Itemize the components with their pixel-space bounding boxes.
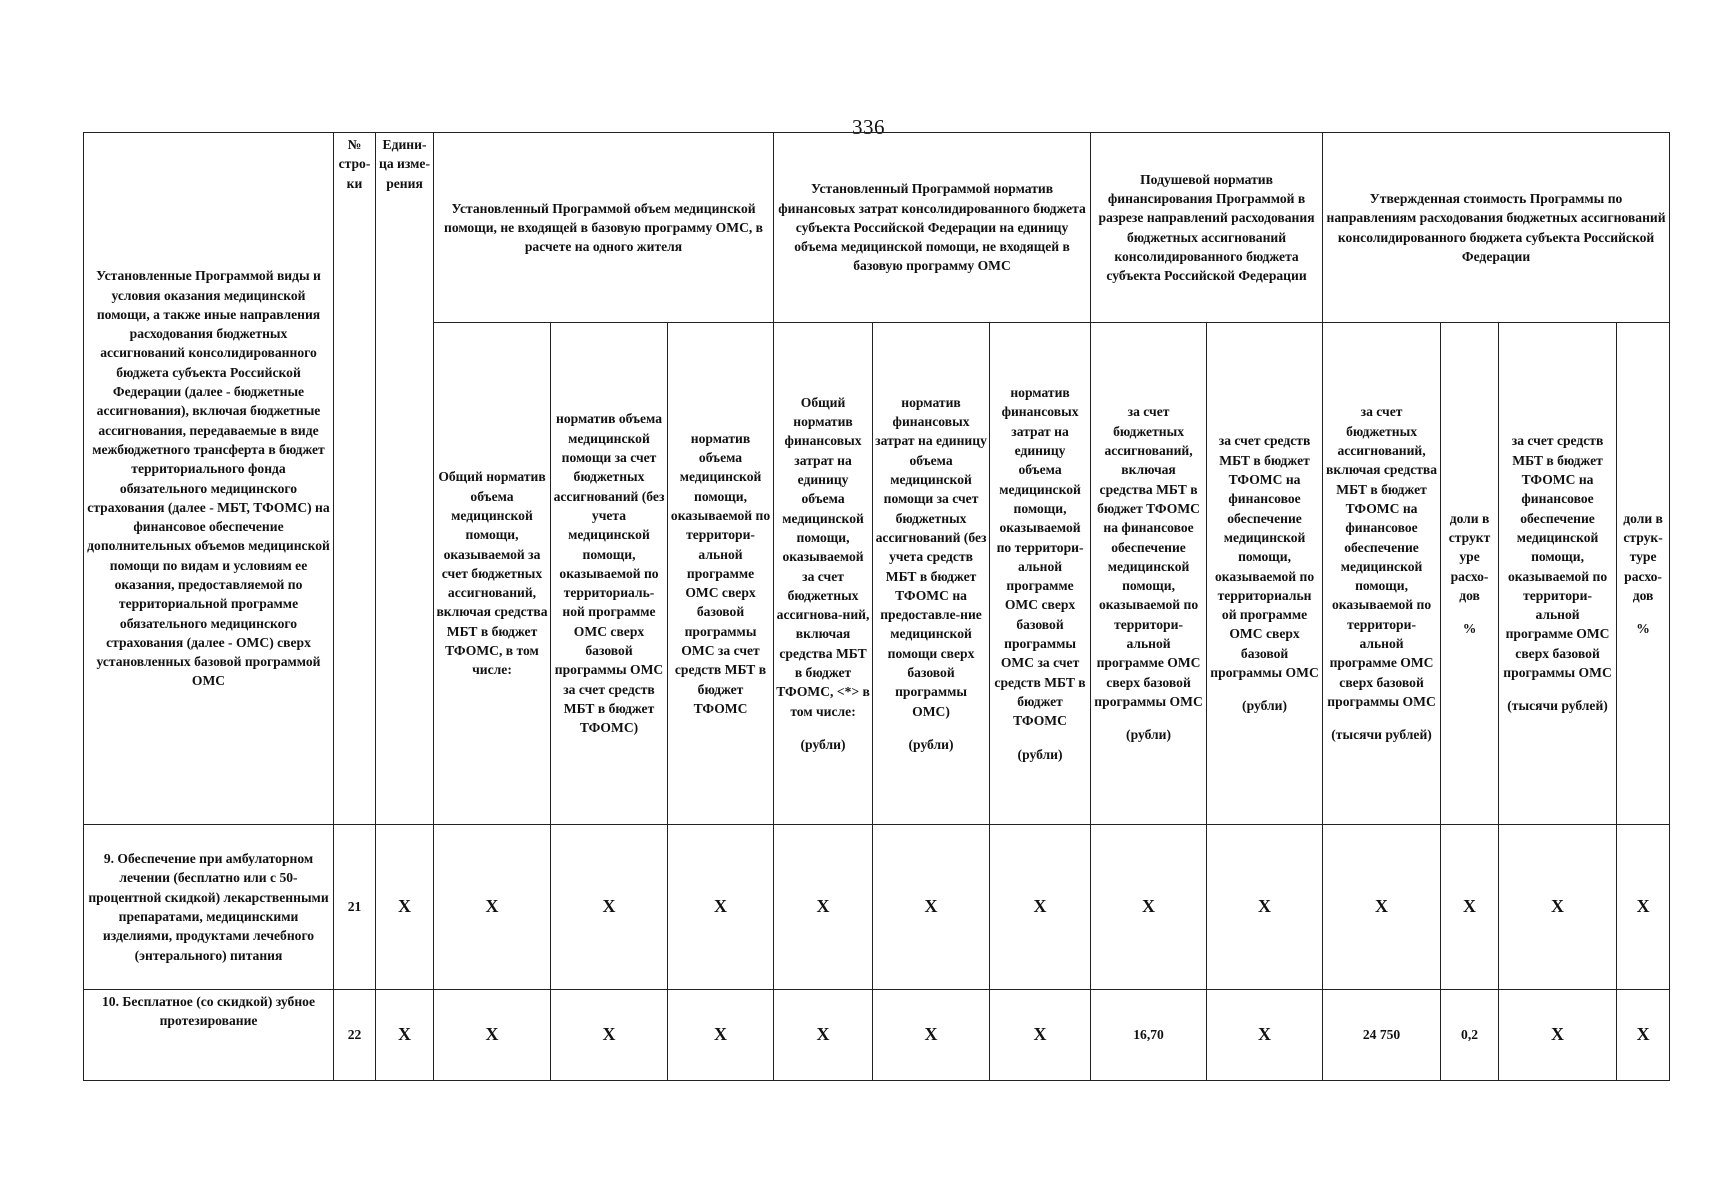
table-row xyxy=(84,990,1670,1081)
program-cost-table xyxy=(83,132,1670,1081)
subheader-text: за счет средств МБТ в бюджет ТФОМС на финансовое обеспечение медицинской помощи, оказываемой по территориальн ой программе ОМС сверх базовой программы ОМС xyxy=(1210,433,1319,680)
row-value: X xyxy=(1617,990,1670,1081)
row-value: X xyxy=(1207,825,1323,990)
header-row-no: № стро-ки xyxy=(334,133,376,825)
row-value: X xyxy=(668,825,774,990)
row-value: X xyxy=(1323,825,1441,990)
subheader-text: Общий норматив финансовых затрат на единицу объема медицинской помощи, оказываемой за счет бюджетных ассигнова-ний, включая средства МБТ в бюджет ТФОМС, <*> в том числе: xyxy=(776,394,870,719)
subheader-unit: (рубли) xyxy=(908,736,954,752)
row-value: X xyxy=(668,990,774,1081)
subheader-unit: % xyxy=(1636,621,1650,637)
subheader-cell xyxy=(990,323,1091,825)
subheader-unit: % xyxy=(1462,621,1477,637)
row-unit: X xyxy=(376,990,434,1081)
row-number: 22 xyxy=(334,990,376,1081)
row-value: X xyxy=(1617,825,1670,990)
subheader-text: доли в структ уре расхо-дов xyxy=(1448,510,1491,603)
subheader-unit: (рубли) xyxy=(1017,746,1063,762)
row-value: 0,2 xyxy=(1441,990,1499,1081)
subheader-text: норматив финансовых затрат на единицу объема медицинской помощи за счет бюджетных ассигнований (без учета средств МБТ в бюджет ТФОМС на предоставле-ние медицинской помощи сверх базовой программы ОМС) xyxy=(875,394,987,719)
subheader-cell xyxy=(873,323,990,825)
page-number: 336 xyxy=(852,115,885,139)
row-value: X xyxy=(551,990,668,1081)
subheader-cell xyxy=(1441,323,1499,825)
subheader-cell xyxy=(1499,323,1617,825)
subheader-text: норматив финансовых затрат на единицу объема медицинской помощи, оказываемой по территори-альной программе ОМС сверх базовой программы ОМС за счет средств МБТ в бюджет ТФОМС xyxy=(994,385,1086,729)
subheader-cell xyxy=(551,323,668,825)
subheader-text: Общий норматив объема медицинской помощи, оказываемой за счет бюджетных ассигнований, включая средства МБТ в бюджет ТФОМС, в том числе: xyxy=(436,469,548,678)
subheader-text: за счет бюджетных ассигнований, включая средства МБТ в бюджет ТФОМС на финансовое обеспечение медицинской помощи, оказываемой по территори-альной программе ОМС сверх базовой программы ОМС xyxy=(1326,404,1438,709)
subheader-unit: (тысячи рублей) xyxy=(1331,727,1432,743)
subheader-cell xyxy=(1091,323,1207,825)
subheader-text: доли в струк-туре расхо-дов xyxy=(1623,510,1663,603)
subheader-cell xyxy=(1207,323,1323,825)
row-value: X xyxy=(1091,825,1207,990)
row-value: X xyxy=(1499,990,1617,1081)
subheader-text: норматив объема медицинской помощи, оказываемой по территори-альной программе ОМС сверх базовой программы ОМС за счет средств МБТ в бюджет ТФОМС xyxy=(670,430,771,716)
header-name: Установленные Программой виды и условия оказания медицинской помощи, а также иные направления расходования бюджетных ассигнований консолидированного бюджета субъекта Российской Федерации (далее - бюджетные ассигнования), включая бюджетные ассигнования, передаваемые в виде межбюджетного трансферта в бюджет территориального фонда обязательного медицинского страхования (далее - МБТ, ТФОМС) на финансовое обеспечение дополнительных объемов медицинской помощи по видам и условиям ее оказания, предоставляемой по территориальной программе обязательного медицинского страхования (далее - ОМС) сверх установленных базовой программой ОМС xyxy=(84,133,334,825)
row-unit: X xyxy=(376,825,434,990)
row-name: 10. Бесплатное (со скидкой) зубное протезирование xyxy=(84,990,334,1081)
row-value: X xyxy=(990,825,1091,990)
subheader-text: за счет средств МБТ в бюджет ТФОМС на финансовое обеспечение медицинской помощи, оказываемой по территори-альной программе ОМС сверх базовой программы ОМС xyxy=(1503,433,1612,680)
row-value: X xyxy=(873,990,990,1081)
row-value: X xyxy=(774,990,873,1081)
subheader-unit: (рубли) xyxy=(800,736,846,752)
subheader-unit: (тысячи рублей) xyxy=(1507,698,1608,714)
row-value: X xyxy=(434,990,551,1081)
row-name: 9. Обеспечение при амбулаторном лечении (бесплатно или с 50-процентной скидкой) лекарственными препаратами, медицинскими изделиями, продуктами лечебного (энтерального) питания xyxy=(84,825,334,990)
header-group-percapita: Подушевой норматив финансирования Программой в разрезе направлений расходования бюджетных ассигнований консолидированного бюджета субъекта Российской Федерации xyxy=(1091,133,1323,323)
row-number: 21 xyxy=(334,825,376,990)
subheader-cell xyxy=(774,323,873,825)
table-row xyxy=(84,825,1670,990)
row-value: X xyxy=(1207,990,1323,1081)
subheader-cell xyxy=(668,323,774,825)
row-value: X xyxy=(774,825,873,990)
row-value: X xyxy=(1499,825,1617,990)
subheader-text: за счет бюджетных ассигнований, включая средства МБТ в бюджет ТФОМС на финансовое обеспечение медицинской помощи, оказываемой по территори-альной программе ОМС сверх базовой программы ОМС xyxy=(1094,404,1203,709)
row-value: X xyxy=(990,990,1091,1081)
subheader-cell xyxy=(434,323,551,825)
header-unit: Едини-ца изме-рения xyxy=(376,133,434,825)
row-value: 16,70 xyxy=(1091,990,1207,1081)
subheader-unit: (рубли) xyxy=(1126,727,1172,743)
row-value: X xyxy=(1441,825,1499,990)
header-group-volume: Установленный Программой объем медицинской помощи, не входящей в базовую программу ОМС, в расчете на одного жителя xyxy=(434,133,774,323)
subheader-unit: (рубли) xyxy=(1242,698,1288,714)
header-group-total: Утвержденная стоимость Программы по направлениям расходования бюджетных ассигнований консолидированного бюджета субъекта Российской Федерации xyxy=(1323,133,1670,323)
subheader-cell xyxy=(1617,323,1670,825)
subheader-text: норматив объема медицинской помощи за счет бюджетных ассигнований (без учета медицинской помощи, оказываемой по территориаль-ной программе ОМС сверх базовой программы ОМС за счет средств МБТ в бюджет ТФОМС) xyxy=(553,411,665,736)
row-value: X xyxy=(551,825,668,990)
row-value: X xyxy=(434,825,551,990)
row-value: X xyxy=(873,825,990,990)
header-group-cost: Установленный Программой норматив финансовых затрат консолидированного бюджета субъекта Российской Федерации на единицу объема медицинской помощи, не входящей в базовую программу ОМС xyxy=(774,133,1091,323)
row-value: 24 750 xyxy=(1323,990,1441,1081)
subheader-cell xyxy=(1323,323,1441,825)
